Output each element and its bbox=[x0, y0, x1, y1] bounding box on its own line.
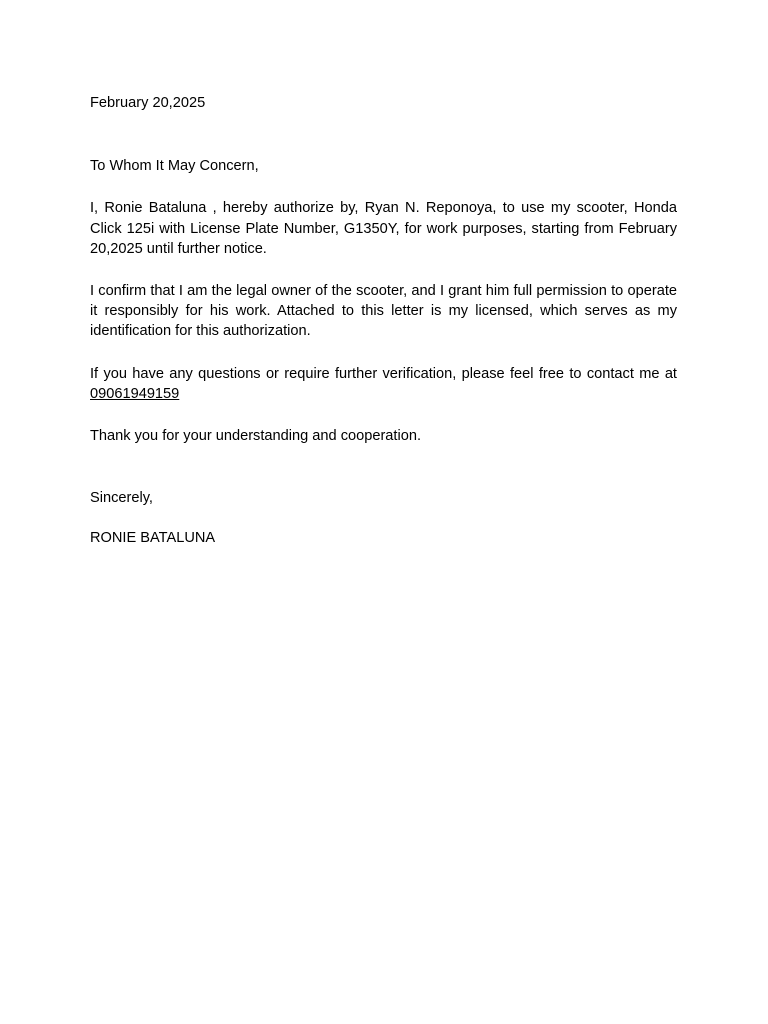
contact-paragraph bbox=[90, 364, 677, 404]
letter-salutation: To Whom It May Concern, bbox=[90, 158, 259, 175]
authorization-paragraph: I, Ronie Bataluna , hereby authorize by, Ryan N. Reponoya, to use my scooter, Honda Click 125i with License Plate Number, G1350Y, for work purposes, starting from February 20,2025 until further notice. bbox=[90, 200, 677, 257]
ownership-paragraph: I confirm that I am the legal owner of the scooter, and I grant him full permission to operate it responsibly for his work. Attached to this letter is my licensed, which serves as my identification for this authorization. bbox=[90, 283, 677, 340]
letter-date: February 20,2025 bbox=[90, 95, 206, 111]
letter-body bbox=[90, 93, 677, 549]
phone-number-link[interactable]: 09061949159 bbox=[90, 385, 180, 402]
thanks-paragraph: Thank you for your understanding and cooperation. bbox=[90, 428, 422, 445]
letter-closing: Sincerely, bbox=[90, 490, 153, 507]
contact-text: If you have any questions or require further verification, please feel free to contact me at bbox=[90, 365, 677, 382]
signature-name: RONIE BATALUNA bbox=[90, 530, 216, 547]
